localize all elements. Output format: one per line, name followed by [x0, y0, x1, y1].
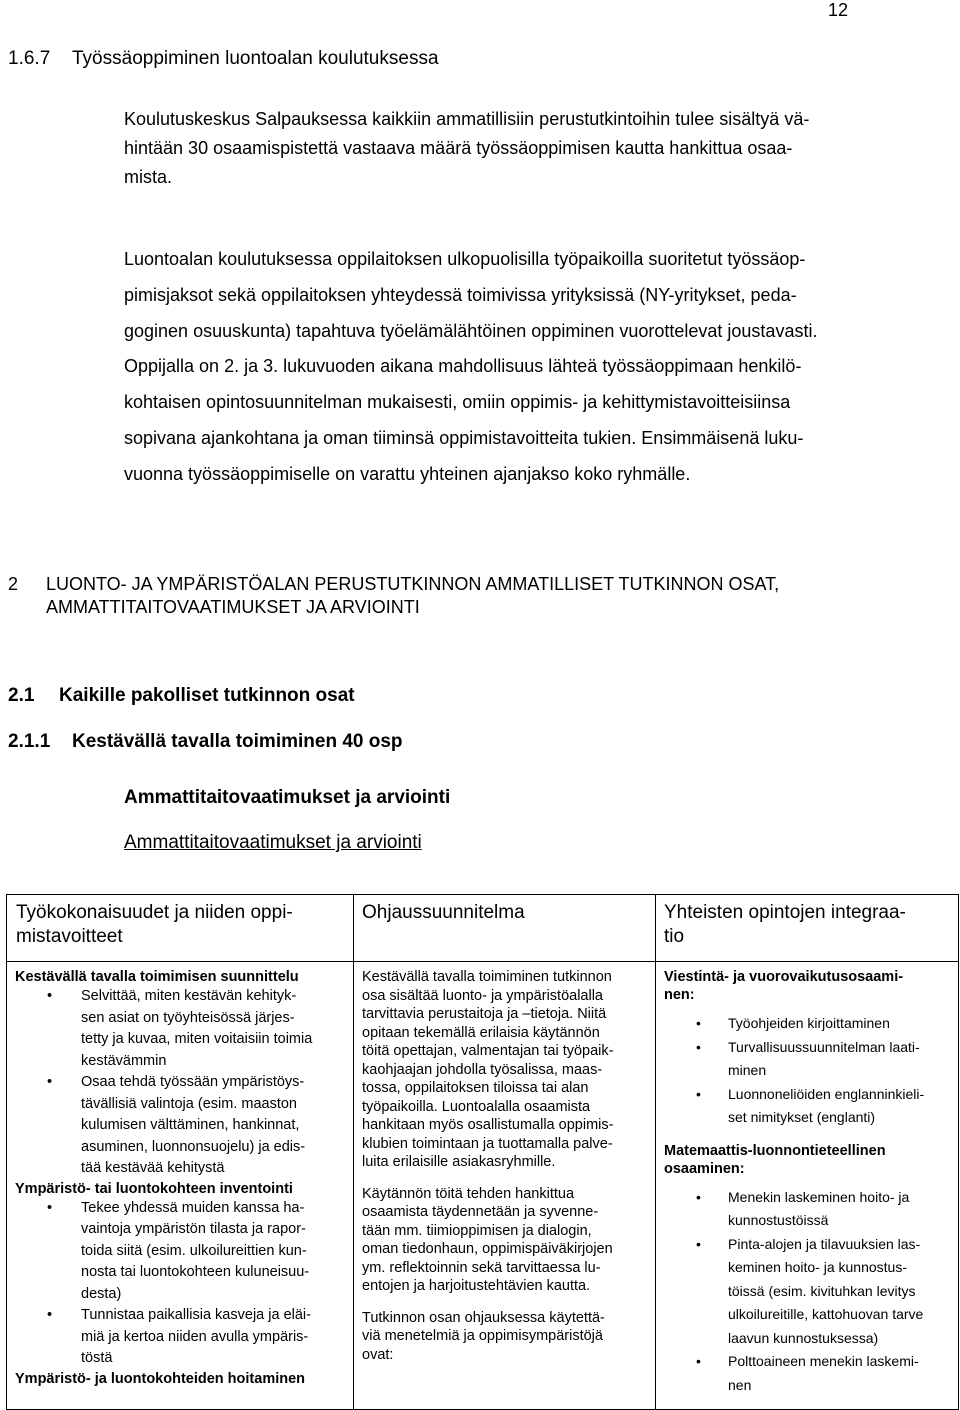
bullet-item — [15, 986, 347, 1072]
bullet-item-line: asuminen, luonnonsuojelu) ja edis- — [81, 1138, 306, 1155]
text-line: viä menetelmiä ja oppimisympäristöjä — [362, 1328, 603, 1344]
requirements-heading-underlined: Ammattitaitovaatimukset ja arviointi — [124, 832, 422, 853]
text-line: klubien toimintaan ja tuottamalla palve- — [362, 1135, 613, 1152]
bullet-item-line: kunnostustöissä — [728, 1212, 829, 1228]
text-line: töitä opettajan, valmentajan tai työpaik- — [362, 1043, 614, 1059]
objective-group-heading: Kestävällä tavalla toimimisen suunnittelu — [15, 969, 299, 985]
text-line: hankitaan myös osallistumalla oppimis- — [362, 1117, 614, 1133]
bullet-item — [664, 1350, 952, 1397]
bullet-item-line: töissä (esim. kivituhkan levitys — [728, 1282, 916, 1299]
table-body-row — [7, 962, 959, 1410]
text-line: osaamista täydennetään ja syvenne- — [362, 1204, 599, 1220]
bullet-item-line: Menekin laskeminen hoito- ja — [728, 1188, 910, 1205]
competence-list — [664, 1012, 952, 1130]
bullet-item-line: laavun kunnostuksessa) — [728, 1329, 879, 1346]
unit-heading — [8, 731, 403, 753]
text-line: tio — [664, 926, 685, 947]
text-line: Koulutuskeskus Salpauksessa kaikkiin ammatillisiin perustutkintoihin tulee sisältyä vä- — [124, 109, 810, 129]
unit-title: Kestävällä tavalla toimiminen 40 osp — [72, 731, 403, 752]
text-line: opitaan tekemällä erilaisia käytännön — [362, 1024, 600, 1041]
bullet-item-line: keminen hoito- ja kunnostus- — [728, 1259, 907, 1275]
bullet-item-line: nen — [728, 1376, 752, 1393]
competence-heading — [664, 968, 952, 1004]
bullet-item-line: Selvittää, miten kestävän kehityk- — [81, 988, 297, 1004]
text-line: mistavoitteet — [16, 926, 123, 947]
section-title: Työssäoppiminen luontoalan koulutuksessa — [72, 48, 439, 69]
subchapter-number: 2.1 — [8, 685, 35, 706]
bullet-item-line: toida siitä (esim. ulkoilureittien kun- — [81, 1242, 307, 1259]
bullet-dot: • — [696, 1235, 701, 1252]
header-common-studies-integration — [656, 895, 959, 962]
text-line: Yhteisten opintojen integraa- — [664, 902, 906, 923]
guidance-text — [362, 968, 649, 1364]
integration-cell — [656, 962, 959, 1410]
bullet-item — [664, 1233, 952, 1351]
guidance-plan-cell — [354, 962, 656, 1410]
requirements-heading-bold: Ammattitaitovaatimukset ja arviointi — [124, 787, 451, 808]
text-line: kaohjaajan johdolla työsalissa, maas- — [362, 1061, 603, 1078]
bullet-item-line: desta) — [81, 1285, 122, 1302]
bullet-item-line: Tunnistaa paikallisia kasveja ja eläi- — [81, 1307, 311, 1323]
bullet-item-line: set nimitykset (englanti) — [728, 1109, 876, 1125]
objective-group-heading: Ympäristö- tai luontokohteen inventointi — [15, 1180, 293, 1197]
bullet-item-line: tävällisiä valintoja (esim. maaston — [81, 1095, 297, 1112]
bullet-item — [15, 1198, 347, 1306]
chapter-title-line-2: AMMATTITAITOVAATIMUKSET JA ARVIOINTI — [46, 597, 420, 617]
section-heading — [8, 48, 439, 70]
bullet-item-line: Osaa tehdä työssään ympäristöys- — [81, 1074, 305, 1090]
text-line: ovat: — [362, 1346, 394, 1363]
header-learning-objectives — [7, 895, 354, 962]
text-line: Viestintä- ja vuorovaikutusosaami- — [664, 969, 904, 985]
text-line: osa sisältää luonto- ja ympäristöalalla — [362, 987, 603, 1004]
bullet-item — [664, 1036, 952, 1083]
text-line: Ohjaussuunnitelma — [362, 902, 525, 923]
guidance-paragraph — [362, 968, 649, 1172]
bullet-item-line: tää kestävää kehitystä — [81, 1160, 225, 1176]
competence-list — [664, 1186, 952, 1398]
text-line: hintään 30 osaamispistettä vastaava määrä työssäoppimisen kautta hankittua osaa- — [124, 138, 793, 158]
subchapter-title: Kaikille pakolliset tutkinnon osat — [59, 685, 355, 706]
text-line: mista. — [124, 167, 173, 187]
bullet-dot: • — [696, 1188, 701, 1205]
unit-number: 2.1.1 — [8, 731, 51, 752]
bullet-dot: • — [47, 1307, 53, 1323]
objective-list — [15, 1198, 347, 1370]
bullet-item-line: Tekee yhdessä muiden kanssa ha- — [81, 1199, 305, 1216]
bullet-item-line: tetty ja kuvaa, miten voitaisiin toimia — [81, 1031, 313, 1047]
bullet-item — [664, 1012, 952, 1036]
text-line: entojen ja harjoitustehtävien kautta. — [362, 1278, 591, 1294]
bullet-item-line: ulkoilureitille, kattohuovan tarve — [728, 1306, 924, 1322]
bullet-dot: • — [696, 1353, 701, 1369]
text-line: pimisjaksot sekä oppilaitoksen yhteydessä toimivissa yrityksissä (NY-yritykset, peda- — [124, 284, 797, 305]
guidance-paragraph — [362, 1185, 649, 1296]
text-line: goginen osuuskunta) tapahtuva työelämälähtöinen oppiminen vuorottelevat joustavasti. — [124, 320, 818, 341]
bullet-item-line: kestävämmin — [81, 1052, 167, 1069]
page-number: 12 — [828, 0, 849, 20]
bullet-item-line: Luonnoneliöiden englanninkieli- — [728, 1085, 925, 1102]
bullet-dot: • — [696, 1085, 701, 1102]
text-line: Oppijalla on 2. ja 3. lukuvuoden aikana mahdollisuus lähteä työssäoppimaan henkilö- — [124, 356, 802, 377]
text-line: työpaikoilla. Luontoalalla osaamista — [362, 1098, 591, 1115]
text-line: vuonna työssäoppimiselle on varattu yhteinen ajanjakso koko ryhmälle. — [124, 463, 691, 484]
bullet-item-line: Pinta-alojen ja tilavuuksien las- — [728, 1235, 921, 1252]
bullet-dot: • — [47, 988, 53, 1004]
objective-group-heading: Ympäristö- ja luontokohteiden hoitaminen — [15, 1370, 306, 1387]
text-line: nen: — [664, 987, 695, 1003]
bullet-item-line: kulumisen välttäminen, hankinnat, — [81, 1117, 300, 1133]
bullet-item-line: töstä — [81, 1350, 113, 1366]
text-line: Työkokonaisuudet ja niiden oppi- — [16, 902, 293, 923]
paragraph-2 — [124, 242, 817, 493]
bullet-item — [664, 1083, 952, 1130]
bullet-item-line: Polttoaineen menekin laskemi- — [728, 1353, 919, 1369]
bullet-dot: • — [696, 1015, 701, 1031]
bullet-item-line: sen asiat on työyhteisössä järjes- — [81, 1009, 295, 1026]
objective-list — [15, 986, 347, 1180]
bullet-item-line: minen — [728, 1062, 767, 1078]
bullet-item — [15, 1305, 347, 1370]
text-line: Käytännön töitä tehden hankittua — [362, 1185, 575, 1202]
text-line: ym. reflektoinnin sekä tarvittaessa lu- — [362, 1259, 601, 1276]
bullet-dot: • — [696, 1038, 701, 1055]
text-line: tossa, oppilaitoksen tiloissa tai alan — [362, 1080, 589, 1096]
header-guidance-plan — [354, 895, 656, 962]
text-line: oman tiedonhaun, oppimispäiväkirjojen — [362, 1241, 613, 1257]
learning-objectives-cell — [7, 962, 354, 1410]
text-line: tään mm. tiimioppimisen ja dialogin, — [362, 1222, 592, 1239]
text-line: luita erilaisille asiakasryhmille. — [362, 1154, 556, 1170]
text-line: sopivana ajankohtana ja oman tiiminsä oppimistavoitteita tukien. Ensimmäisenä luku- — [124, 427, 804, 448]
bullet-dot: • — [47, 1074, 53, 1090]
text-line: kohtaisen opintosuunnitelman mukaisesti, omiin oppimis- ja kehittymistavoitteisiinsa — [124, 392, 791, 413]
bullet-item-line: Turvallisuussuunnitelman laati- — [728, 1038, 920, 1055]
text-line: Tutkinnon osan ohjauksessa käytettä- — [362, 1309, 605, 1326]
paragraph-1 — [124, 105, 809, 192]
bullet-item-line: nosta tai luontokohteen kuluneisuu- — [81, 1264, 310, 1280]
text-line: Kestävällä tavalla toimiminen tutkinnon — [362, 969, 612, 985]
chapter-title-line-1: LUONTO- JA YMPÄRISTÖALAN PERUSTUTKINNON AMMATILLISET TUTKINNON OSAT, — [46, 574, 780, 594]
competence-heading — [664, 1142, 952, 1178]
section-number: 1.6.7 — [8, 48, 51, 69]
bullet-dot: • — [47, 1199, 53, 1216]
text-line: tarvittavia perustaitoja ja –tietoja. Niitä — [362, 1006, 607, 1022]
curriculum-table — [6, 894, 959, 1410]
chapter-heading — [8, 573, 779, 619]
bullet-item-line: miä ja kertoa niiden avulla ympäris- — [81, 1328, 309, 1345]
text-line: Luontoalan koulutuksessa oppilaitoksen ulkopuolisilla työpaikoilla suoritetut työssäop- — [124, 249, 806, 269]
subchapter-heading — [8, 685, 355, 707]
bullet-item — [664, 1186, 952, 1233]
bullet-item-line: Työohjeiden kirjoittaminen — [728, 1015, 890, 1031]
table-header-row — [7, 895, 959, 962]
bullet-item-line: vaintoja ympäristön tilasta ja rapor- — [81, 1221, 306, 1237]
guidance-paragraph — [362, 1309, 649, 1365]
text-line: Matemaattis-luonnontieteellinen — [664, 1142, 886, 1159]
bullet-item — [15, 1072, 347, 1180]
text-line: osaaminen: — [664, 1160, 745, 1177]
chapter-number: 2 — [8, 574, 19, 594]
